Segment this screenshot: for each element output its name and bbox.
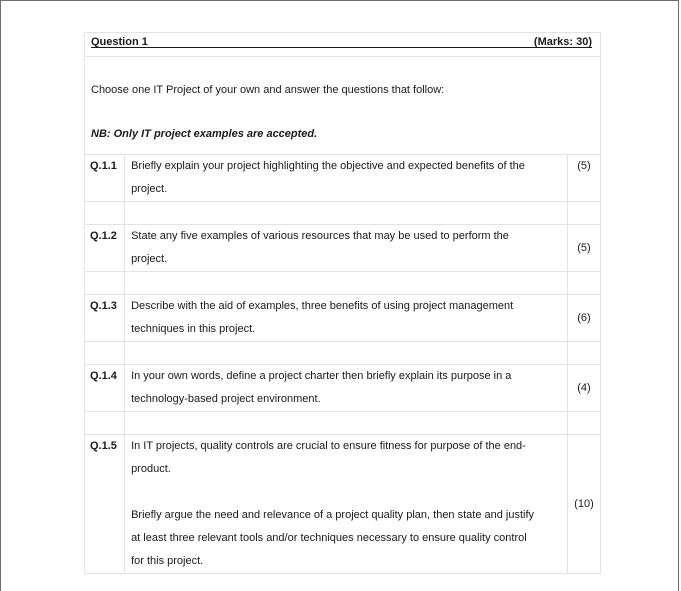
intro-block — [84, 56, 601, 154]
question-row — [85, 155, 601, 202]
spacer-row — [85, 412, 601, 435]
question-text-line: for this project. — [131, 555, 204, 567]
question-marks: (5) — [567, 155, 600, 202]
question-number: Q.1.2 — [85, 225, 125, 272]
question-title: Question 1 — [91, 36, 148, 48]
question-marks: (5) — [567, 225, 600, 272]
question-text-line: In IT projects, quality controls are crucial to ensure fitness for purpose of the end- — [131, 440, 526, 452]
question-text-line: State any five examples of various resources that may be used to perform the — [131, 230, 509, 242]
spacer-row — [85, 202, 601, 225]
question-row — [85, 435, 601, 574]
spacer-row — [85, 342, 601, 365]
question-text-line: technology-based project environment. — [131, 393, 321, 405]
question-text — [125, 295, 568, 342]
question-text — [125, 435, 568, 574]
question-marks: (10) — [567, 435, 600, 574]
question-number: Q.1.4 — [85, 365, 125, 412]
question-marks: (6) — [567, 295, 600, 342]
question-number: Q.1.5 — [85, 435, 125, 574]
paragraph-gap — [131, 481, 559, 504]
header-underline — [91, 47, 592, 48]
question-note: NB: Only IT project examples are accepted. — [91, 128, 318, 140]
question-text-line: Briefly argue the need and relevance of a project quality plan, then state and justify — [131, 509, 535, 521]
question-text-line: In your own words, define a project charter then briefly explain its purpose in a — [131, 370, 512, 382]
question-row — [85, 365, 601, 412]
question-text — [125, 365, 568, 412]
question-number: Q.1.3 — [85, 295, 125, 342]
question-text-line: at least three relevant tools and/or techniques necessary to ensure quality control — [131, 532, 527, 544]
total-marks: (Marks: 30) — [533, 36, 592, 48]
question-text-line: product. — [131, 463, 171, 475]
question-header — [84, 32, 601, 56]
question-text-line: project. — [131, 253, 168, 265]
question-text-line: Describe with the aid of examples, three benefits of using project management — [131, 300, 514, 312]
questions-table — [84, 154, 601, 574]
spacer-row — [85, 272, 601, 295]
question-text-line: project. — [131, 183, 168, 195]
question-number: Q.1.1 — [85, 155, 125, 202]
question-row — [85, 295, 601, 342]
document-body — [84, 32, 601, 574]
question-intro: Choose one IT Project of your own and answer the questions that follow: — [91, 84, 445, 96]
question-marks: (4) — [567, 365, 600, 412]
question-text — [125, 155, 568, 202]
question-text-line: Briefly explain your project highlighting the objective and expected benefits of the — [131, 160, 525, 172]
question-text — [125, 225, 568, 272]
question-text-line: techniques in this project. — [131, 323, 256, 335]
question-row — [85, 225, 601, 272]
